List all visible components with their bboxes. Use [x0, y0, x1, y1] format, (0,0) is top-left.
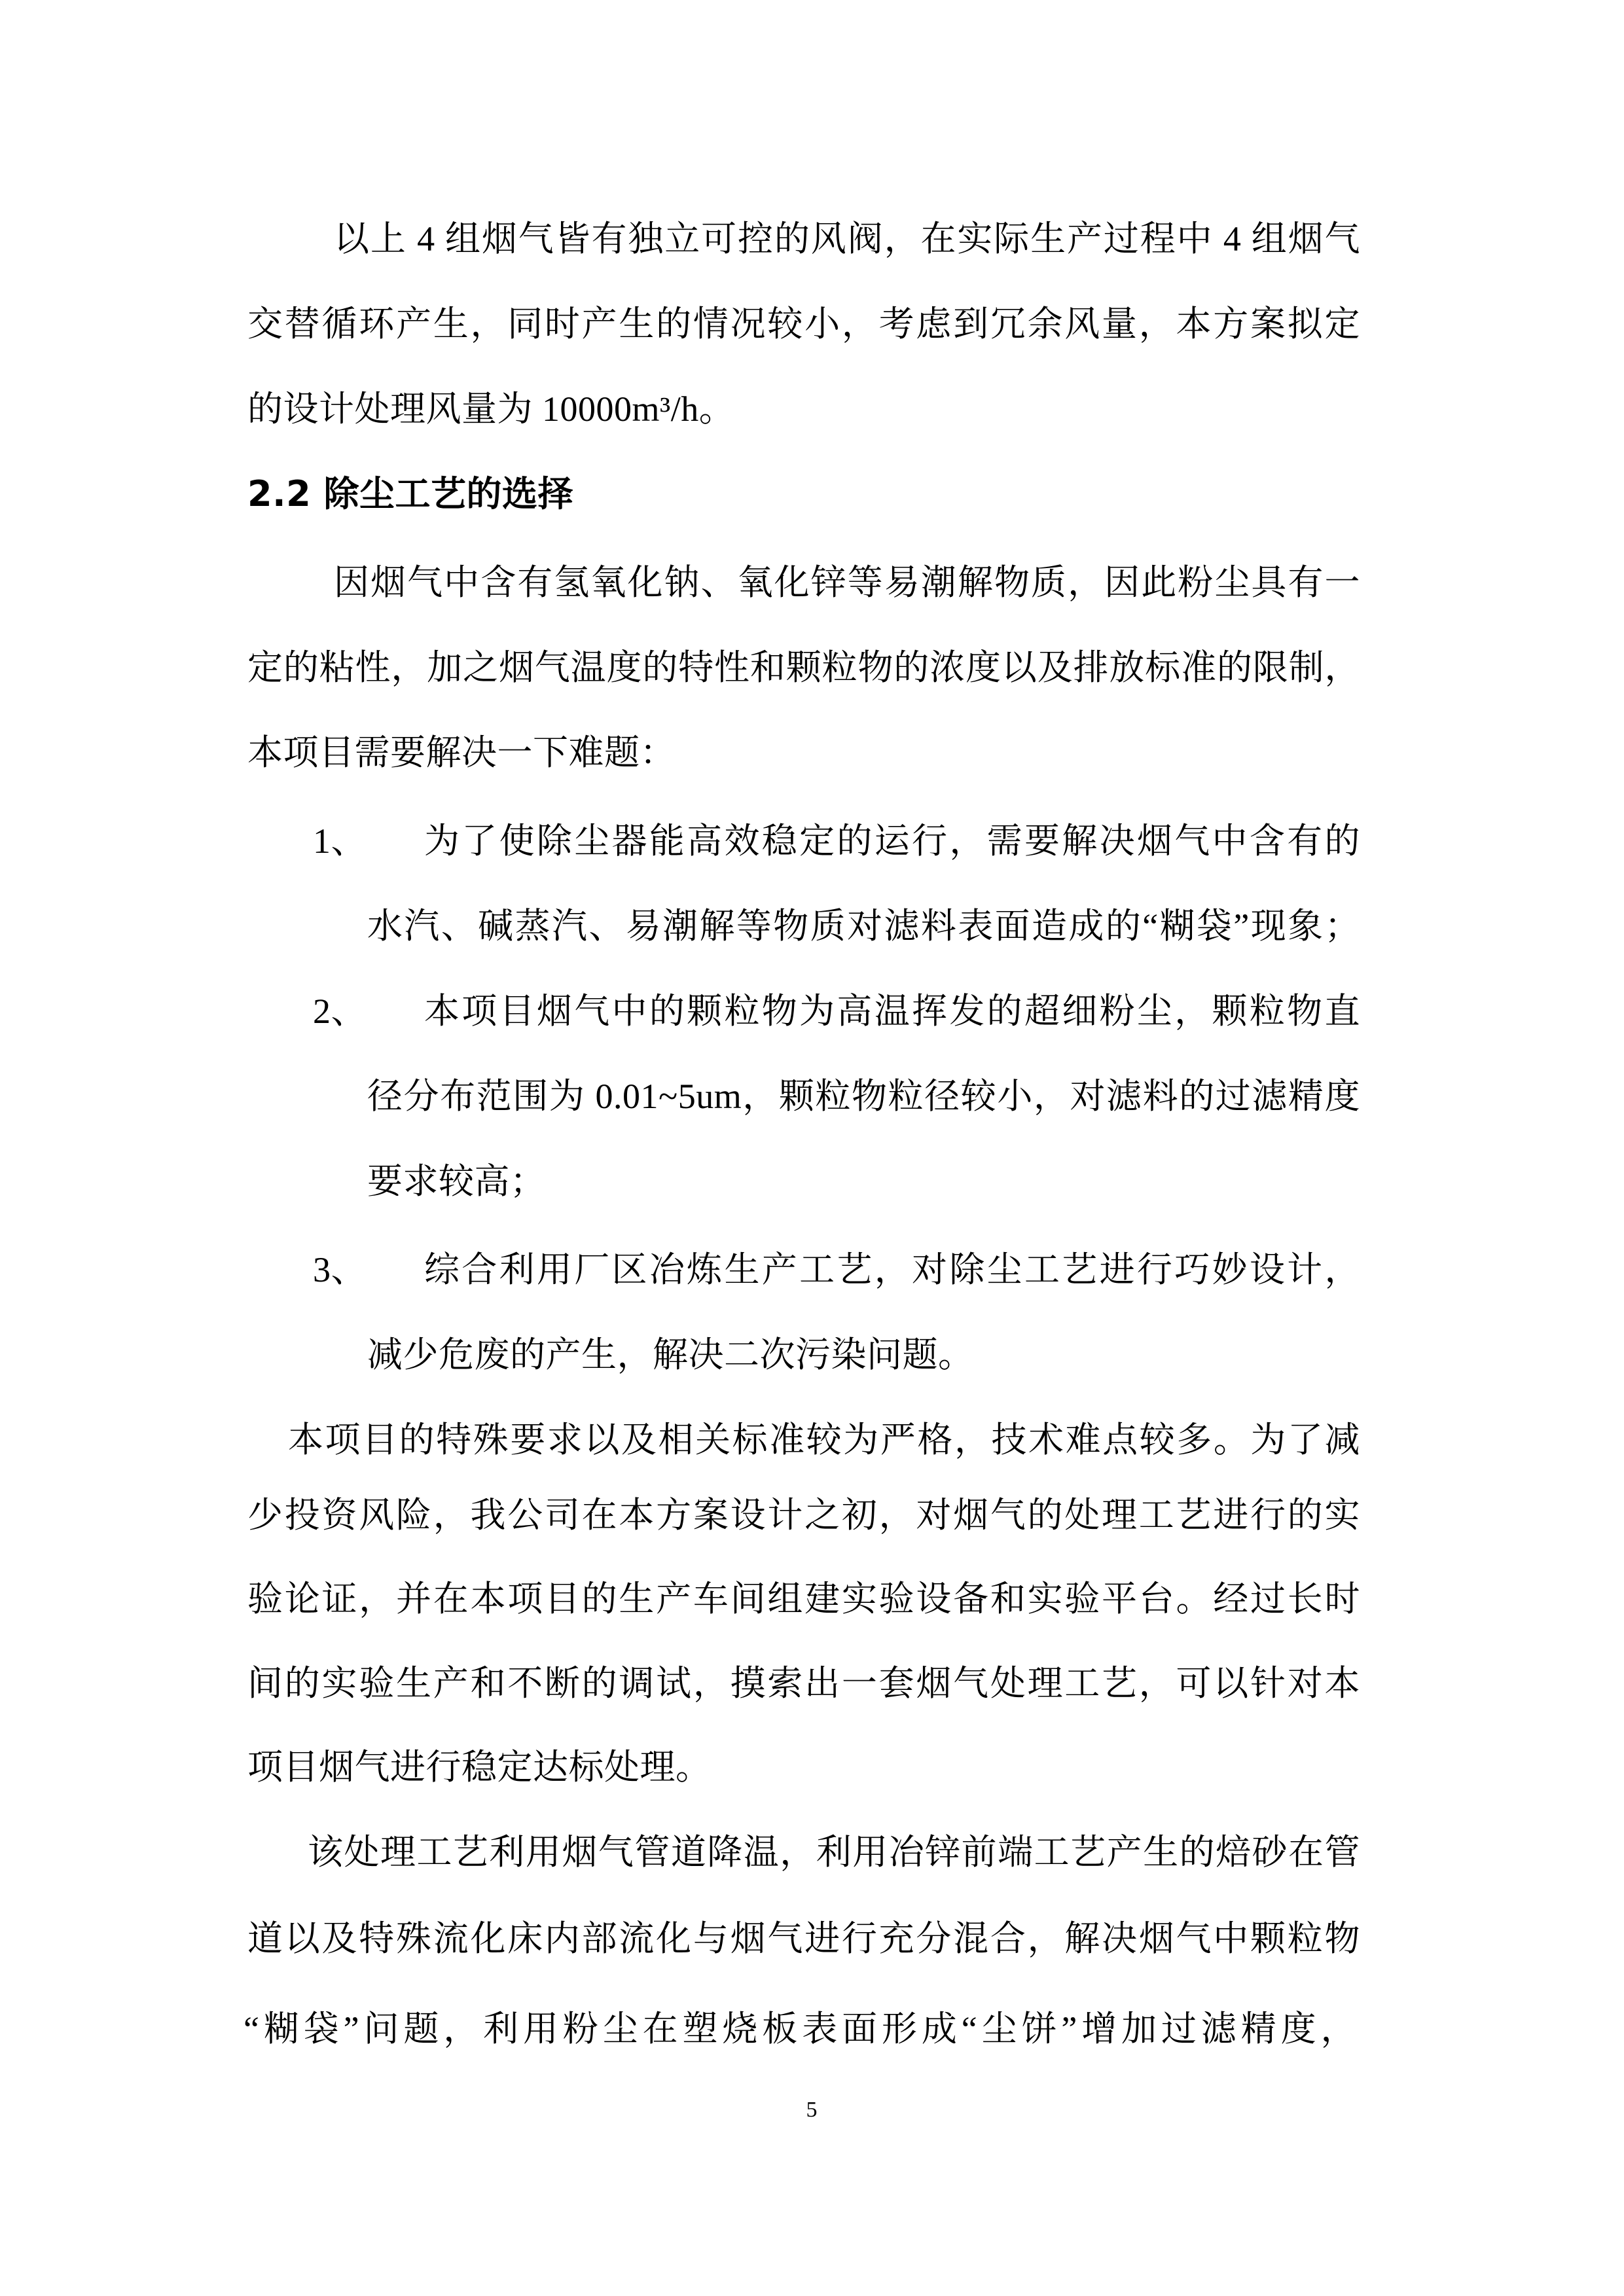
paragraph-3-line-4: 间的实验生产和不断的调试，摸索出一套烟气处理工艺，可以针对本: [247, 1664, 1360, 1703]
page-number: 5: [806, 2098, 818, 2122]
list-item-2-line-3: 要求较高；: [367, 1162, 546, 1201]
paragraph-3-line-5: 项目烟气进行稳定达标处理。: [247, 1748, 712, 1787]
paragraph-3-line-2: 少投资风险，我公司在本方案设计之初，对烟气的处理工艺进行的实: [247, 1496, 1360, 1535]
paragraph-2-line-3: 本项目需要解决一下难题：: [247, 733, 676, 772]
list-item-3-line-2: 减少危废的产生，解决二次污染问题。: [367, 1335, 974, 1374]
paragraph-4-line-2: 道以及特殊流化床内部流化与烟气进行充分混合，解决烟气中颗粒物: [247, 1919, 1360, 1958]
paragraph-1-line-2: 交替循环产生，同时产生的情况较小，考虑到冗余风量，本方案拟定: [247, 304, 1360, 344]
list-item-text: 本项目烟气中的颗粒物为高温挥发的超细粉尘，颗粒物直: [424, 992, 1360, 1031]
list-item-1-line-2: 水汽、碱蒸汽、易潮解等物质对滤料表面造成的“糊袋”现象；: [367, 906, 1360, 946]
list-item-text: 综合利用厂区冶炼生产工艺，对除尘工艺进行巧妙设计，: [424, 1250, 1360, 1289]
list-item-1: [313, 798, 1360, 884]
paragraph-1-line-3: 的设计处理风量为 10000m³/h。: [247, 389, 735, 429]
list-number: 1、: [313, 821, 367, 861]
paragraph-2-line-2: 定的粘性，加之烟气温度的特性和颗粒物的浓度以及排放标准的限制，: [247, 648, 1360, 687]
paragraph-2-line-1: 因烟气中含有氢氧化钠、氧化锌等易潮解物质，因此粉尘具有一: [334, 563, 1360, 602]
list-number: 2、: [313, 992, 367, 1031]
list-item-2-line-2: 径分布范围为 0.01~5um，颗粒物粒径较小，对滤料的过滤精度: [367, 1077, 1360, 1116]
paragraph-4-line-1: 该处理工艺利用烟气管道降温，利用冶锌前端工艺产生的焙砂在管: [308, 1833, 1360, 1872]
list-item-2: [313, 969, 1360, 1054]
paragraph-4-line-3: “糊袋”问题，利用粉尘在塑烧板表面形成“尘饼”增加过滤精度，: [244, 2009, 1356, 2049]
paragraph-3-line-1: 本项目的特殊要求以及相关标准较为严格，技术难点较多。为了减: [288, 1420, 1360, 1460]
list-number: 3、: [313, 1250, 367, 1289]
list-item-3: [313, 1227, 1360, 1312]
section-heading: 2.2 除尘工艺的选择: [247, 473, 573, 514]
list-item-text: 为了使除尘器能高效稳定的运行，需要解决烟气中含有的: [424, 821, 1360, 861]
paragraph-1-line-1: 以上 4 组烟气皆有独立可控的风阀，在实际生产过程中 4 组烟气: [334, 219, 1360, 259]
paragraph-3-line-3: 验论证，并在本项目的生产车间组建实验设备和实验平台。经过长时: [247, 1579, 1360, 1619]
